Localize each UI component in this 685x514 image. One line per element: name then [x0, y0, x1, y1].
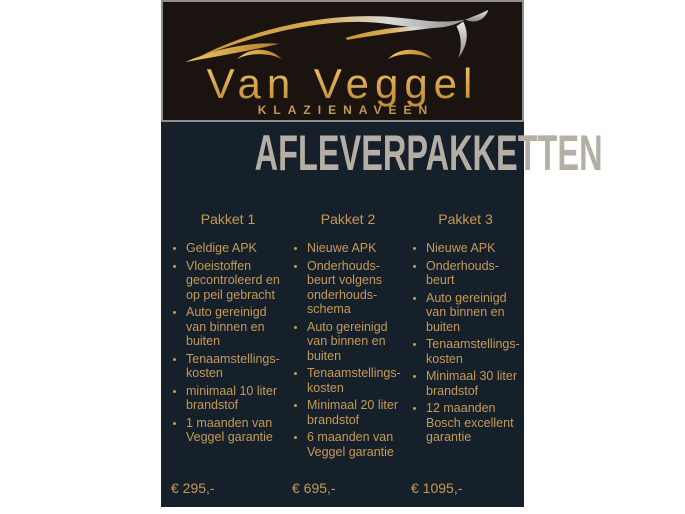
package-name: Pakket 1	[200, 211, 256, 227]
car-silhouette-icon	[177, 8, 508, 64]
package-item: • 1 maanden van Veggel garantie	[186, 416, 285, 445]
package-column-1	[171, 174, 285, 507]
package-item: • Nieuwe APK	[307, 241, 404, 256]
package-item: • Onderhouds-beurt	[426, 259, 520, 288]
package-item: • minimaal 10 liter brandstof	[186, 384, 285, 413]
package-name: Pakket 2	[320, 211, 376, 227]
package-item: • Tenaamstellings-kosten	[426, 337, 520, 366]
dealer-logo	[161, 0, 524, 122]
package-item-list	[171, 241, 285, 448]
package-item: • Auto gereinigd van binnen en buiten	[426, 291, 520, 335]
package-name: Pakket 3	[438, 211, 493, 227]
package-item: • 6 maanden van Veggel garantie	[307, 430, 404, 459]
package-columns	[171, 174, 520, 507]
package-item: • Auto gereinigd van binnen en buiten	[186, 305, 285, 349]
package-item: • Minimaal 30 liter brandstof	[426, 369, 520, 398]
package-item: • Nieuwe APK	[426, 241, 520, 256]
package-price: € 1095,-	[411, 480, 463, 496]
package-column-3	[411, 174, 520, 507]
package-column-2	[292, 174, 404, 507]
package-item: • Tenaamstellings-kosten	[307, 366, 404, 395]
package-item-list	[292, 241, 404, 462]
package-item: • Minimaal 20 liter brandstof	[307, 398, 404, 427]
package-item: • Onderhouds-beurt volgens onderhouds-schema	[307, 259, 404, 317]
brand-location: KLAZIENAVEEN	[257, 103, 435, 117]
package-price: € 295,-	[171, 480, 215, 496]
package-item: • Tenaamstellings-kosten	[186, 352, 285, 381]
package-price: € 695,-	[292, 480, 336, 496]
package-item: • Auto gereinigd van binnen en buiten	[307, 320, 404, 364]
package-item: • 12 maanden Bosch excellent garantie	[426, 401, 520, 445]
package-item: • Geldige APK	[186, 241, 285, 256]
brand-name: Van Veggel	[163, 60, 522, 108]
package-item: • Vloeistoffen gecontroleerd en op peil gebracht	[186, 259, 285, 303]
packages-section	[161, 122, 603, 507]
poster	[161, 0, 603, 507]
package-item-list	[411, 241, 520, 448]
page-title: AFLEVERPAKKETTEN	[254, 125, 603, 181]
